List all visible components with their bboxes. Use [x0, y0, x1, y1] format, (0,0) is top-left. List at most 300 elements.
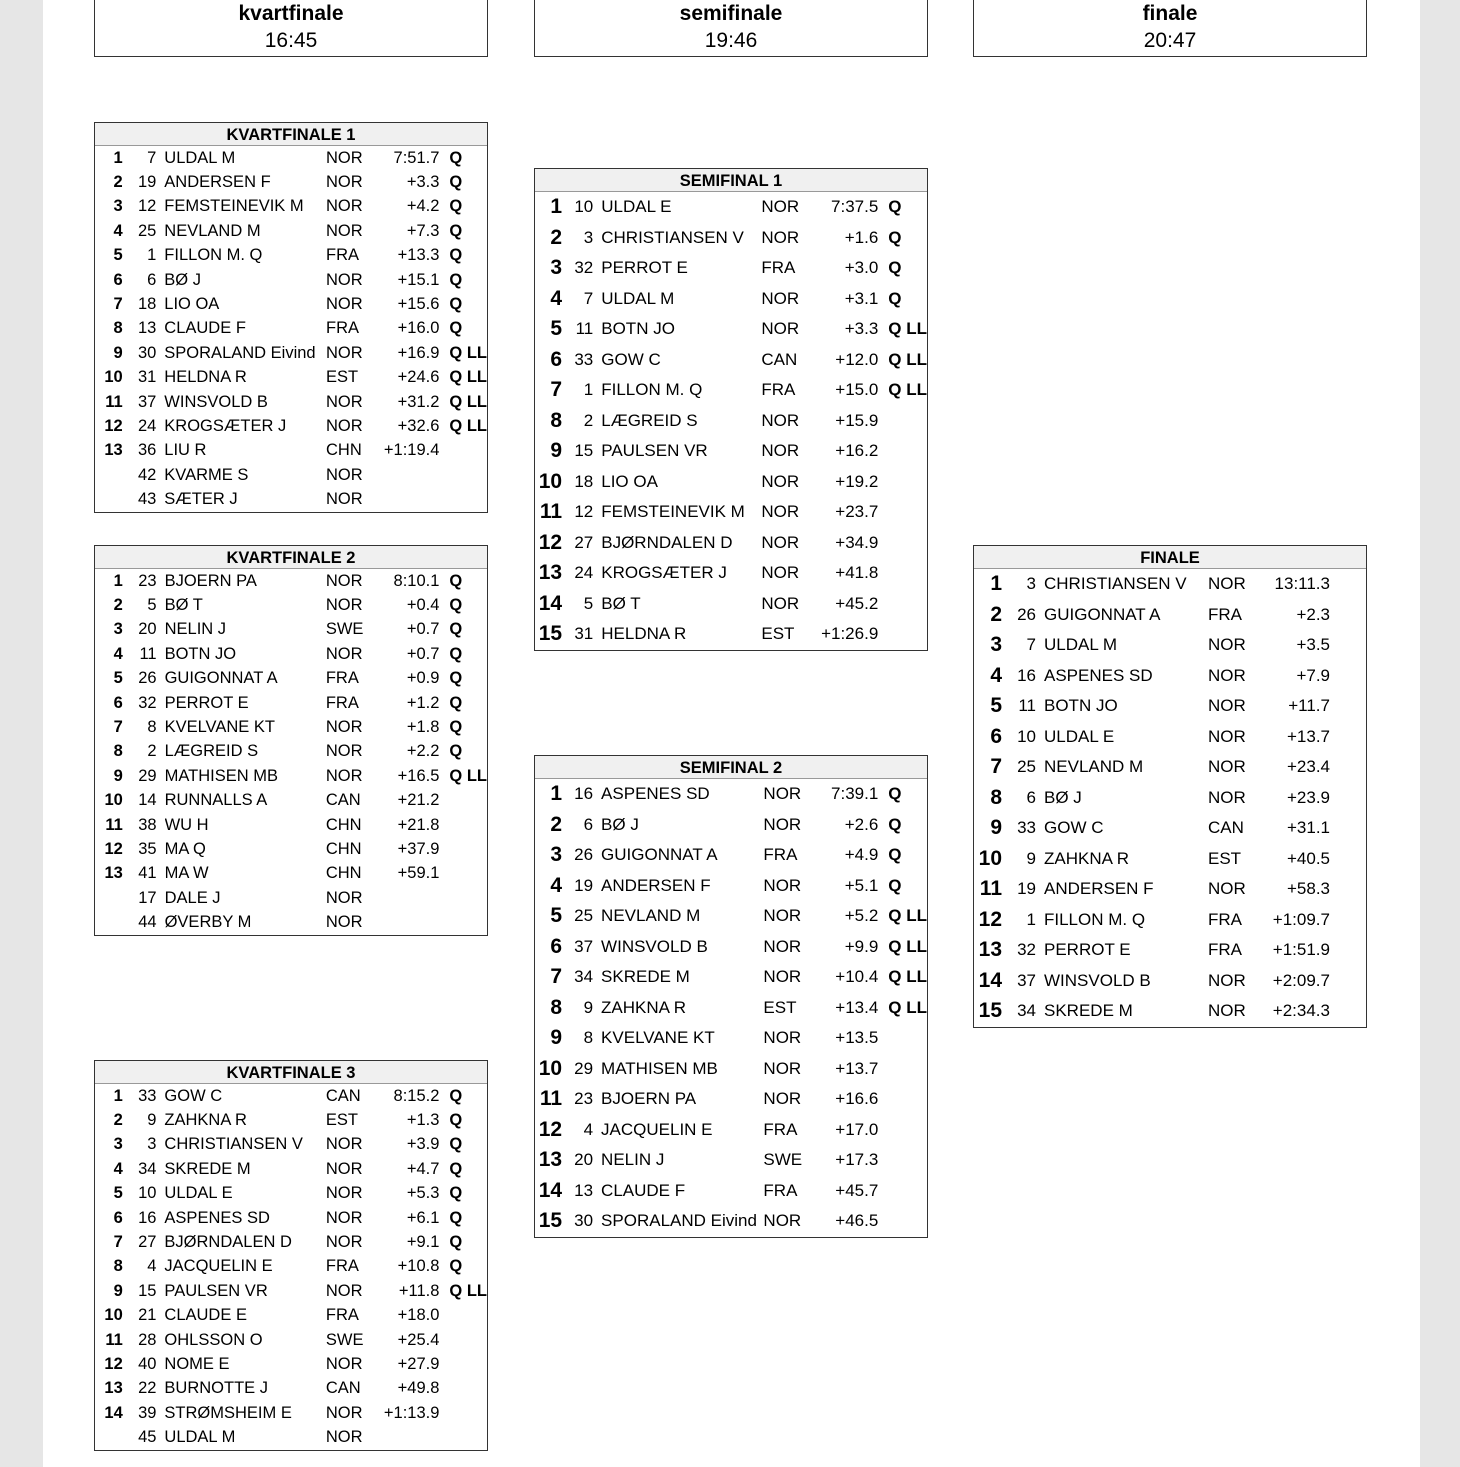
qualification-cell: Q: [449, 1111, 463, 1130]
result-row: [95, 886, 487, 910]
time-cell: +1:51.9: [1272, 940, 1330, 960]
result-row: [95, 463, 487, 487]
result-row: [974, 752, 1366, 783]
header-finale: [973, 0, 1367, 57]
bib-cell: 34: [574, 967, 594, 987]
bib-cell: 29: [574, 1058, 594, 1078]
time-cell: +31.2: [397, 392, 440, 411]
qualification-cell: Q: [449, 319, 463, 338]
result-row: [95, 569, 487, 593]
athlete-name-cell: SKREDE M: [164, 1159, 251, 1178]
rank-cell: 11: [105, 392, 123, 411]
athlete-name-cell: BØ T: [601, 593, 641, 613]
result-row: [95, 1377, 487, 1401]
time-cell: +1.3: [406, 1111, 440, 1130]
bib-cell: 1: [1026, 909, 1036, 929]
result-row: [974, 874, 1366, 905]
bib-cell: 11: [1018, 696, 1036, 716]
rank-cell: 4: [990, 663, 1002, 687]
result-row: [95, 618, 487, 642]
bib-cell: 9: [147, 1111, 157, 1130]
time-cell: +5.3: [406, 1184, 440, 1203]
nation-cell: NOR: [325, 1233, 363, 1252]
result-row: [95, 292, 487, 316]
nation-cell: NOR: [326, 148, 363, 167]
rank-cell: 8: [550, 995, 563, 1019]
result-row: [95, 1352, 487, 1376]
time-cell: +0.4: [406, 596, 440, 615]
athlete-name-cell: ULDAL E: [1044, 726, 1115, 746]
athlete-name-cell: ANDERSEN F: [601, 875, 711, 895]
rank-cell: [95, 886, 123, 910]
result-row: [535, 1023, 927, 1054]
qualification-cell: [439, 789, 487, 813]
bib-cell: 20: [138, 620, 157, 639]
time-cell: 7:39.1: [831, 784, 879, 804]
athlete-name-cell: NEVLAND M: [1044, 757, 1144, 777]
nation-cell: NOR: [325, 718, 363, 737]
athlete-name-cell: LIU R: [164, 441, 207, 460]
result-row: [95, 1425, 487, 1449]
rank-cell: 5: [113, 1184, 123, 1203]
rank-cell: 6: [113, 270, 123, 289]
heat-title: SEMIFINAL 1: [535, 169, 927, 192]
time-cell: +15.0: [835, 380, 879, 400]
bib-cell: 12: [137, 197, 157, 216]
nation-cell: NOR: [325, 1403, 363, 1422]
nation-cell: NOR: [326, 221, 363, 240]
result-row: [535, 619, 927, 650]
rank-cell: 11: [539, 500, 563, 524]
athlete-name-cell: BOTN JO: [1044, 696, 1118, 716]
athlete-name-cell: PERROT E: [601, 258, 688, 278]
results-table: [95, 1084, 487, 1450]
qualification-cell: Q: [449, 173, 463, 192]
time-cell: +32.6: [397, 416, 440, 435]
rank-cell: 9: [113, 766, 123, 785]
athlete-name-cell: HELDNA R: [601, 624, 687, 644]
result-row: [95, 439, 487, 463]
nation-cell: CAN: [325, 791, 361, 810]
rank-cell: 4: [550, 286, 563, 310]
bib-cell: 1: [147, 246, 157, 265]
rank-cell: 3: [550, 843, 563, 867]
result-row: [535, 1054, 927, 1085]
athlete-name-cell: FEMSTEINEVIK M: [164, 197, 304, 216]
qualification-cell: Q: [449, 693, 463, 712]
rank-cell: 3: [990, 633, 1002, 657]
nation-cell: NOR: [1208, 879, 1246, 899]
qualification-cell: [1330, 661, 1366, 692]
rank-cell: 7: [113, 295, 123, 314]
results-table: [974, 569, 1366, 1027]
athlete-name-cell: CHRISTIANSEN V: [1044, 574, 1187, 594]
result-row: [535, 528, 927, 559]
rank-cell: 6: [550, 934, 563, 958]
round-title: kvartfinale: [238, 2, 344, 25]
time-cell: +18.0: [397, 1306, 440, 1325]
rank-cell: 1: [113, 571, 123, 590]
athlete-name-cell: CHRISTIANSEN V: [164, 1135, 303, 1154]
time-cell: +16.2: [835, 441, 879, 461]
qualification-cell: Q: [449, 742, 463, 761]
rank-cell: 1: [113, 148, 123, 167]
bib-cell: 31: [137, 368, 157, 387]
result-row: [95, 1182, 487, 1206]
bib-cell: 5: [583, 593, 594, 613]
rank-cell: 2: [550, 225, 563, 249]
nation-cell: NOR: [761, 410, 800, 430]
time-cell: +13.7: [835, 1058, 879, 1078]
qualification-cell: Q: [888, 784, 902, 804]
athlete-name-cell: WU H: [164, 815, 209, 834]
rank-cell: 6: [113, 693, 123, 712]
rank-cell: 10: [538, 469, 563, 493]
rank-cell: 6: [113, 1208, 123, 1227]
result-row: [95, 642, 487, 666]
time-cell: +49.8: [397, 1379, 440, 1398]
time-cell: +4.9: [844, 845, 879, 865]
nation-cell: FRA: [1208, 909, 1242, 929]
athlete-name-cell: NEVLAND M: [601, 906, 701, 926]
nation-cell: EST: [761, 624, 795, 644]
time-cell: +23.4: [1286, 757, 1330, 777]
time-cell: [380, 910, 440, 934]
bib-cell: 37: [1017, 970, 1036, 990]
athlete-name-cell: BOTN JO: [164, 644, 237, 663]
nation-cell: NOR: [763, 1058, 802, 1078]
athlete-name-cell: SKREDE M: [1044, 1001, 1133, 1021]
result-row: [95, 837, 487, 861]
qualification-cell: [1330, 844, 1366, 875]
rank-cell: 2: [113, 596, 123, 615]
athlete-name-cell: FILLON M. Q: [601, 380, 703, 400]
result-row: [95, 1133, 487, 1157]
nation-cell: NOR: [761, 227, 800, 247]
nation-cell: EST: [763, 997, 797, 1017]
nation-cell: FRA: [326, 246, 359, 265]
result-row: [974, 935, 1366, 966]
qualification-cell: Q: [449, 221, 463, 240]
time-cell: +15.6: [397, 295, 440, 314]
time-cell: +37.9: [397, 839, 440, 858]
result-row: [95, 146, 487, 170]
nation-cell: NOR: [1208, 574, 1246, 594]
bib-cell: 24: [574, 563, 594, 583]
athlete-name-cell: ULDAL E: [164, 1184, 233, 1203]
qualification-cell: Q LL: [888, 349, 927, 369]
bib-cell: 18: [137, 295, 157, 314]
time-cell: +11.7: [1288, 696, 1330, 716]
nation-cell: NOR: [763, 875, 802, 895]
qualification-cell: [878, 1084, 927, 1115]
nation-cell: NOR: [325, 1159, 363, 1178]
result-row: [974, 966, 1366, 997]
nation-cell: SWE: [325, 620, 364, 639]
rank-cell: 7: [113, 1233, 123, 1252]
time-cell: +2.3: [1296, 604, 1330, 624]
bib-cell: 3: [1026, 574, 1036, 594]
result-row: [95, 789, 487, 813]
qualification-cell: Q LL: [449, 392, 487, 411]
athlete-name-cell: ASPENES SD: [601, 784, 710, 804]
athlete-name-cell: LIO OA: [164, 295, 220, 314]
time-cell: [380, 487, 440, 511]
result-row: [535, 284, 927, 315]
bib-cell: 27: [138, 1233, 157, 1252]
athlete-name-cell: CHRISTIANSEN V: [601, 227, 744, 247]
rank-cell: 15: [978, 999, 1002, 1023]
qualification-cell: [878, 467, 927, 498]
nation-cell: EST: [1208, 848, 1242, 868]
nation-cell: NOR: [763, 936, 802, 956]
athlete-name-cell: ULDAL M: [1044, 635, 1118, 655]
bib-cell: 16: [1017, 665, 1036, 685]
nation-cell: CAN: [325, 1379, 361, 1398]
nation-cell: NOR: [325, 644, 363, 663]
rank-cell: 13: [978, 938, 1002, 962]
athlete-name-cell: WINSVOLD B: [164, 392, 268, 411]
bib-cell: 11: [575, 319, 594, 339]
qualification-cell: Q: [449, 718, 463, 737]
heat-title: KVARTFINALE 2: [95, 546, 487, 569]
result-row: [95, 219, 487, 243]
result-row: [535, 406, 927, 437]
athlete-name-cell: GUIGONNAT A: [1044, 604, 1161, 624]
athlete-name-cell: ULDAL M: [601, 288, 675, 308]
nation-cell: NOR: [1208, 1001, 1246, 1021]
qualification-cell: Q: [449, 1257, 463, 1276]
nation-cell: NOR: [325, 1208, 363, 1227]
result-row: [95, 414, 487, 438]
athlete-name-cell: SKREDE M: [601, 967, 690, 987]
athlete-name-cell: ULDAL E: [601, 197, 672, 217]
time-cell: 7:37.5: [831, 197, 879, 217]
nation-cell: NOR: [761, 319, 800, 339]
athlete-name-cell: STRØMSHEIM E: [164, 1403, 292, 1422]
rank-cell: 6: [550, 347, 563, 371]
qualification-cell: [439, 1401, 487, 1425]
athlete-name-cell: ASPENES SD: [1044, 665, 1153, 685]
result-row: [535, 558, 927, 589]
athlete-name-cell: BJØRNDALEN D: [601, 532, 733, 552]
result-row: [95, 1279, 487, 1303]
qualification-cell: [1330, 630, 1366, 661]
time-cell: +3.5: [1296, 635, 1330, 655]
athlete-name-cell: ANDERSEN F: [164, 173, 271, 192]
result-row: [535, 253, 927, 284]
athlete-name-cell: MATHISEN MB: [164, 766, 278, 785]
nation-cell: FRA: [325, 1257, 359, 1276]
time-cell: +3.1: [844, 288, 879, 308]
bib-cell: 9: [583, 997, 594, 1017]
bib-cell: 17: [138, 888, 157, 907]
time-cell: +1:13.9: [383, 1403, 440, 1422]
result-row: [974, 813, 1366, 844]
time-cell: +21.2: [397, 791, 440, 810]
time-cell: +58.3: [1286, 879, 1330, 899]
round-time: 19:46: [704, 29, 758, 52]
time-cell: 13:11.3: [1274, 574, 1330, 594]
qualification-cell: [1330, 722, 1366, 753]
rank-cell: [95, 463, 123, 487]
nation-cell: NOR: [761, 471, 800, 491]
qualification-cell: [1330, 935, 1366, 966]
bib-cell: 27: [574, 532, 594, 552]
round-time: 16:45: [264, 29, 318, 52]
result-row: [95, 487, 487, 511]
nation-cell: NOR: [326, 490, 363, 509]
qualification-cell: Q LL: [888, 319, 927, 339]
time-cell: [380, 1425, 440, 1449]
qualification-cell: Q: [449, 148, 463, 167]
bib-cell: 1: [583, 380, 594, 400]
nation-cell: FRA: [1208, 604, 1242, 624]
nation-cell: FRA: [763, 1180, 798, 1200]
nation-cell: NOR: [326, 465, 363, 484]
heat-title: SEMIFINAL 2: [535, 756, 927, 779]
qualification-cell: Q LL: [888, 936, 927, 956]
time-cell: +0.9: [406, 669, 440, 688]
rank-cell: 8: [113, 319, 123, 338]
athlete-name-cell: ZAHKNA R: [601, 997, 687, 1017]
rank-cell: 9: [113, 1281, 123, 1300]
time-cell: +1:26.9: [821, 624, 879, 644]
rank-cell: 13: [104, 864, 123, 883]
result-row: [95, 1157, 487, 1181]
time-cell: +17.3: [835, 1150, 879, 1170]
header-semifinale: [534, 0, 928, 57]
time-cell: +1:09.7: [1272, 909, 1330, 929]
rank-cell: 12: [538, 1117, 563, 1141]
qualification-cell: Q: [449, 1159, 463, 1178]
heat-finale: [973, 545, 1367, 1028]
qualification-cell: Q: [449, 197, 463, 216]
time-cell: +41.8: [835, 563, 879, 583]
time-cell: +21.8: [397, 815, 440, 834]
athlete-name-cell: NELIN J: [164, 620, 227, 639]
bib-cell: 40: [138, 1354, 157, 1373]
nation-cell: NOR: [761, 288, 800, 308]
rank-cell: 13: [104, 441, 123, 460]
nation-cell: NOR: [763, 1211, 802, 1231]
bib-cell: 28: [138, 1330, 157, 1349]
rank-cell: 3: [113, 197, 123, 216]
nation-cell: FRA: [325, 693, 359, 712]
time-cell: +1.2: [406, 693, 440, 712]
time-cell: [380, 463, 440, 487]
qualification-cell: [1330, 569, 1366, 600]
result-row: [95, 593, 487, 617]
bib-cell: 13: [137, 319, 157, 338]
athlete-name-cell: BJØRNDALEN D: [164, 1233, 292, 1252]
rank-cell: 5: [113, 246, 123, 265]
bib-cell: 32: [138, 693, 157, 712]
qualification-cell: [1330, 874, 1366, 905]
rank-cell: 3: [113, 620, 123, 639]
athlete-name-cell: MA W: [164, 864, 209, 883]
time-cell: +24.6: [397, 368, 440, 387]
nation-cell: CHN: [326, 441, 362, 460]
nation-cell: FRA: [325, 669, 359, 688]
qualification-cell: Q LL: [449, 1281, 487, 1300]
rank-cell: 1: [113, 1086, 123, 1105]
bib-cell: 32: [574, 258, 594, 278]
athlete-name-cell: GOW C: [601, 349, 661, 369]
results-table: [95, 146, 487, 512]
qualification-cell: Q LL: [888, 380, 927, 400]
rank-cell: 8: [550, 408, 563, 432]
time-cell: +10.8: [397, 1257, 440, 1276]
result-row: [95, 268, 487, 292]
bib-cell: 42: [137, 465, 157, 484]
rank-cell: 11: [105, 815, 123, 834]
rank-cell: 10: [978, 846, 1002, 870]
result-row: [974, 691, 1366, 722]
bib-cell: 25: [137, 221, 157, 240]
athlete-name-cell: GUIGONNAT A: [164, 669, 278, 688]
qualification-cell: [1330, 691, 1366, 722]
time-cell: +16.6: [835, 1089, 879, 1109]
result-row: [95, 910, 487, 934]
athlete-name-cell: BØ J: [164, 270, 201, 289]
qualification-cell: Q LL: [888, 906, 927, 926]
qualification-cell: [439, 1328, 487, 1352]
qualification-cell: [878, 528, 927, 559]
result-row: [974, 569, 1366, 600]
bib-cell: 30: [574, 1211, 594, 1231]
nation-cell: CHN: [325, 864, 362, 883]
athlete-name-cell: KVARME S: [164, 465, 249, 484]
nation-cell: NOR: [326, 270, 363, 289]
header-kvartfinale: [94, 0, 488, 57]
time-cell: +0.7: [406, 620, 440, 639]
qualification-cell: Q: [449, 295, 463, 314]
bib-cell: 5: [147, 596, 157, 615]
bib-cell: 22: [138, 1379, 157, 1398]
qualification-cell: Q: [888, 288, 902, 308]
rank-cell: 13: [538, 1148, 563, 1172]
rank-cell: 9: [550, 1026, 563, 1050]
qualification-cell: [439, 439, 487, 463]
nation-cell: CAN: [1208, 818, 1244, 838]
bib-cell: 23: [574, 1089, 594, 1109]
result-row: [95, 1304, 487, 1328]
nation-cell: NOR: [1208, 757, 1246, 777]
rank-cell: 15: [538, 622, 563, 646]
athlete-name-cell: FILLON M. Q: [164, 246, 263, 265]
time-cell: +1.6: [844, 227, 879, 247]
result-row: [95, 862, 487, 886]
result-row: [95, 1108, 487, 1132]
nation-cell: FRA: [761, 380, 796, 400]
athlete-name-cell: SÆTER J: [164, 490, 238, 509]
qualification-cell: [439, 463, 487, 487]
time-cell: +9.9: [844, 936, 879, 956]
result-row: [535, 589, 927, 620]
qualification-cell: [878, 406, 927, 437]
result-row: [535, 375, 927, 406]
rank-cell: 14: [538, 1178, 563, 1202]
time-cell: +6.1: [406, 1208, 440, 1227]
result-row: [95, 740, 487, 764]
nation-cell: NOR: [1208, 635, 1246, 655]
rank-cell: 12: [104, 839, 123, 858]
rank-cell: 5: [550, 904, 563, 928]
rank-cell: [95, 910, 123, 934]
time-cell: +46.5: [835, 1211, 879, 1231]
athlete-name-cell: ASPENES SD: [164, 1208, 270, 1227]
